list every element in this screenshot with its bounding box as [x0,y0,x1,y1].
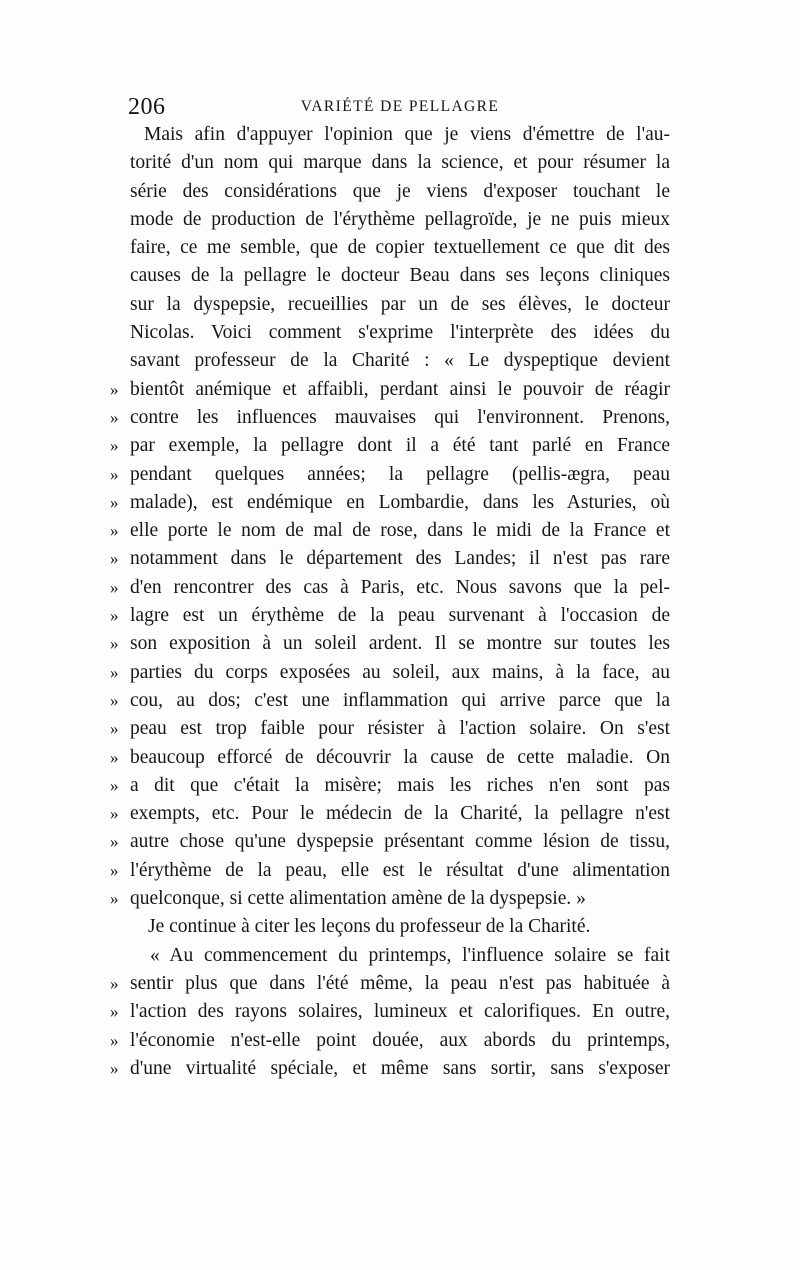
quote-mark: » [110,1002,119,1022]
line-text: d'une virtualité spéciale, et même sans sortir, sans s'exposer [130,1057,670,1079]
text-line [110,376,670,404]
line-text: peau est trop faible pour résister à l'action solaire. On s'est [130,718,670,740]
text-line [130,942,670,970]
quote-mark: » [110,492,119,512]
line-text: quelconque, si cette alimentation amène de la dyspepsie. » [130,888,586,910]
line-text: faire, ce me semble, que de copier textuellement ce que dit des [130,237,670,259]
line-text: lagre est un érythème de la peau survenant à l'occasion de [130,605,670,627]
text-line [110,489,670,517]
line-text: série des considérations que je viens d'exposer touchant le [130,180,670,202]
quote-mark: » [110,1058,119,1078]
quote-mark: » [110,860,119,880]
line-text: elle porte le nom de mal de rose, dans le midi de la France et [130,520,670,542]
line-text: bientôt anémique et affaibli, perdant ainsi le pouvoir de réagir [130,378,670,400]
text-line [110,404,670,432]
text-line [130,913,670,941]
text-line [130,178,670,206]
line-text: pendant quelques années; la pellagre (pellis-ægra, peau [130,463,670,485]
quote-mark: » [110,832,119,852]
line-text: son exposition à un soleil ardent. Il se montre sur toutes les [130,633,670,655]
text-line [110,857,670,885]
line-text: exempts, etc. Pour le médecin de la Charité, la pellagre n'est [130,803,670,825]
line-text: autre chose qu'une dyspepsie présentant comme lésion de tissu, [130,831,670,853]
text-line [110,715,670,743]
line-text: contre les influences mauvaises qui l'environnent. Prenons, [130,406,670,428]
line-text: cou, au dos; c'est une inflammation qui arrive parce que la [130,689,670,711]
text-line [110,885,670,913]
line-text: notamment dans le département des Landes; il n'est pas rare [130,548,670,570]
quote-mark: » [110,973,119,993]
text-line [110,432,670,460]
quote-mark: » [110,577,119,597]
line-text: Mais afin d'appuyer l'opinion que je viens d'émettre de l'au- [144,124,670,145]
line-text: malade), est endémique en Lombardie, dans les Asturies, où [130,491,670,513]
text-line [110,602,670,630]
text-line [110,659,670,687]
line-text: l'action des rayons solaires, lumineux et calorifiques. En outre, [130,1001,670,1023]
quote-mark: » [110,436,119,456]
quote-mark: » [110,634,119,654]
text-line [130,291,670,319]
line-text: « Au commencement du printemps, l'influence solaire se fait [150,944,670,966]
line-text: a dit que c'était la misère; mais les riches n'en sont pas [130,774,670,796]
page-header [128,94,672,120]
quote-mark: » [110,379,119,399]
quote-mark: » [110,775,119,795]
text-line [110,1027,670,1055]
quote-mark: » [110,804,119,824]
quote-mark: » [110,521,119,541]
text-line [110,687,670,715]
quote-mark: » [110,549,119,569]
line-text: causes de la pellagre le docteur Beau dans ses leçons cliniques [130,265,670,287]
quote-mark: » [110,889,119,909]
line-text: beaucoup efforcé de découvrir la cause de cette maladie. On [130,746,670,768]
text-line [110,517,670,545]
text-line [130,121,670,149]
text-line [130,319,670,347]
line-text: Je continue à citer les leçons du professeur de la Charité. [148,916,591,938]
line-text: sur la dyspepsie, recueillies par un de ses élèves, le docteur [130,293,670,315]
quote-mark: » [110,407,119,427]
quote-mark: » [110,747,119,767]
line-text: Nicolas. Voici comment s'exprime l'interprète des idées du [130,322,670,344]
text-line [130,262,670,290]
text-line [110,461,670,489]
body-text [110,121,670,1083]
line-text: d'en rencontrer des cas à Paris, etc. Nous savons que la pel- [130,576,670,598]
page-number: 206 [128,94,166,120]
text-line [130,234,670,262]
quote-mark: » [110,719,119,739]
quote-mark: » [110,690,119,710]
text-line [110,574,670,602]
text-line [110,772,670,800]
text-line [110,828,670,856]
quote-mark: » [110,464,119,484]
text-line [110,800,670,828]
line-text: l'érythème de la peau, elle est le résultat d'une alimentation [130,859,670,881]
text-line [110,545,670,573]
line-text: mode de production de l'érythème pellagroïde, je ne puis mieux [130,208,670,230]
text-line [130,149,670,177]
quote-mark: » [110,1030,119,1050]
text-line [130,347,670,375]
line-text: sentir plus que dans l'été même, la peau n'est pas habituée à [130,972,670,994]
text-line [110,998,670,1026]
text-line [110,1055,670,1083]
line-text: torité d'un nom qui marque dans la science, et pour résumer la [130,152,670,174]
text-line [130,206,670,234]
quote-mark: » [110,662,119,682]
running-title: VARIÉTÉ DE PELLAGRE [300,98,500,115]
text-line [110,630,670,658]
line-text: l'économie n'est-elle point douée, aux abords du printemps, [130,1029,670,1051]
line-text: savant professeur de la Charité : « Le dyspeptique devient [130,350,670,372]
text-line [110,970,670,998]
text-line [110,744,670,772]
line-text: parties du corps exposées au soleil, aux mains, à la face, au [130,661,670,683]
quote-mark: » [110,606,119,626]
line-text: par exemple, la pellagre dont il a été tant parlé en France [130,435,670,457]
